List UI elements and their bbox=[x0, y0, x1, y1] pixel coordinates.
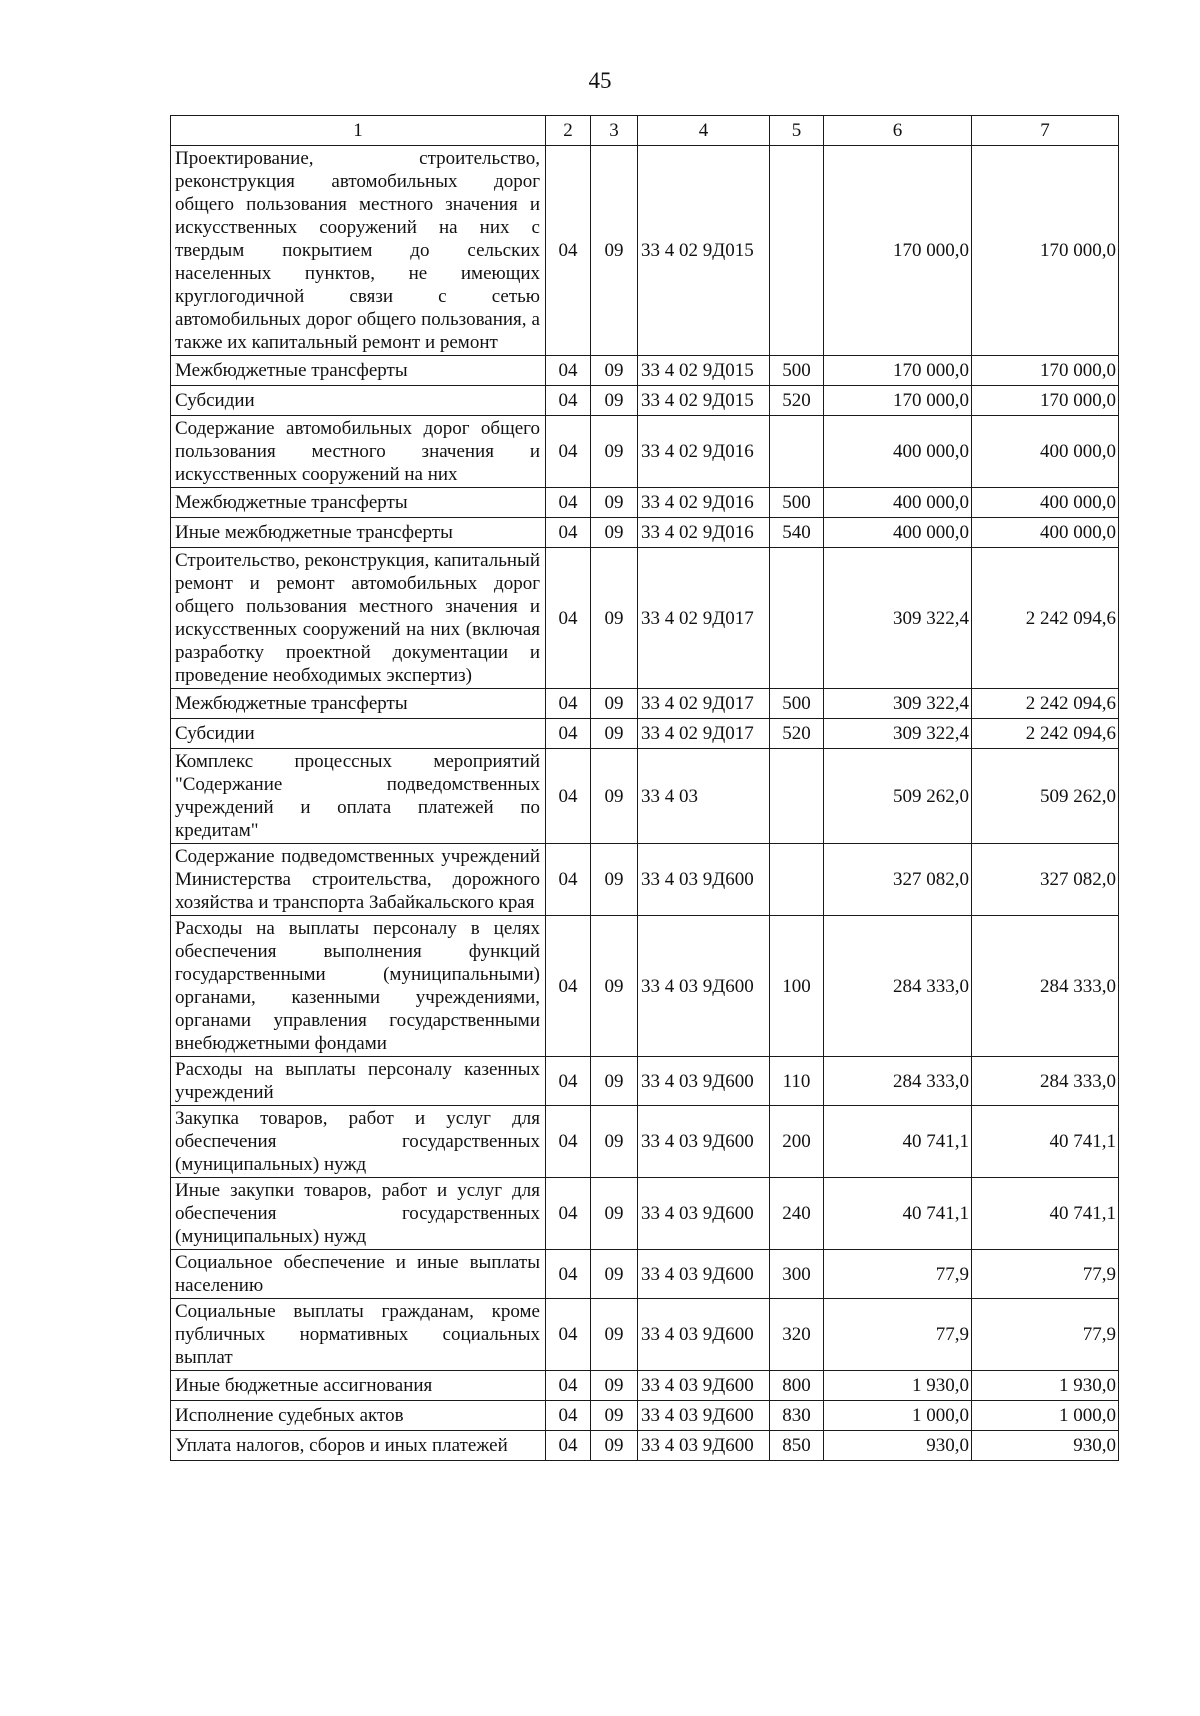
target-article-cell: 33 4 03 9Д600 bbox=[638, 1431, 770, 1461]
amount-col6-cell: 400 000,0 bbox=[824, 416, 972, 488]
section-code-cell: 04 bbox=[546, 1401, 591, 1431]
section-code-cell: 04 bbox=[546, 719, 591, 749]
amount-col7-cell: 170 000,0 bbox=[972, 386, 1119, 416]
target-article-cell: 33 4 03 9Д600 bbox=[638, 1371, 770, 1401]
amount-col7-cell: 400 000,0 bbox=[972, 518, 1119, 548]
amount-col7-cell: 1 000,0 bbox=[972, 1401, 1119, 1431]
item-name-cell: Межбюджетные трансферты bbox=[171, 356, 546, 386]
amount-col6-cell: 170 000,0 bbox=[824, 386, 972, 416]
table-row bbox=[171, 416, 1119, 488]
table-row bbox=[171, 1431, 1119, 1461]
table-header-row bbox=[171, 116, 1119, 146]
subsection-code-cell: 09 bbox=[591, 1178, 638, 1250]
table-row bbox=[171, 1106, 1119, 1178]
target-article-cell: 33 4 03 9Д600 bbox=[638, 1299, 770, 1371]
expense-type-cell: 800 bbox=[770, 1371, 824, 1401]
item-name-cell: Межбюджетные трансферты bbox=[171, 488, 546, 518]
subsection-code-cell: 09 bbox=[591, 749, 638, 844]
expense-type-cell: 520 bbox=[770, 719, 824, 749]
target-article-cell: 33 4 03 bbox=[638, 749, 770, 844]
amount-col7-cell: 2 242 094,6 bbox=[972, 548, 1119, 689]
expense-type-cell: 100 bbox=[770, 916, 824, 1057]
item-name-cell: Субсидии bbox=[171, 719, 546, 749]
amount-col6-cell: 40 741,1 bbox=[824, 1178, 972, 1250]
table-row bbox=[171, 386, 1119, 416]
amount-col6-cell: 40 741,1 bbox=[824, 1106, 972, 1178]
subsection-code-cell: 09 bbox=[591, 1371, 638, 1401]
section-code-cell: 04 bbox=[546, 844, 591, 916]
section-code-cell: 04 bbox=[546, 518, 591, 548]
expense-type-cell: 830 bbox=[770, 1401, 824, 1431]
table-row bbox=[171, 146, 1119, 356]
amount-col6-cell: 170 000,0 bbox=[824, 356, 972, 386]
expense-type-cell: 850 bbox=[770, 1431, 824, 1461]
expense-type-cell: 500 bbox=[770, 488, 824, 518]
target-article-cell: 33 4 02 9Д017 bbox=[638, 548, 770, 689]
expense-type-cell: 240 bbox=[770, 1178, 824, 1250]
header-cell-7: 7 bbox=[972, 116, 1119, 146]
section-code-cell: 04 bbox=[546, 1106, 591, 1178]
subsection-code-cell: 09 bbox=[591, 1250, 638, 1299]
expense-type-cell: 500 bbox=[770, 689, 824, 719]
amount-col6-cell: 77,9 bbox=[824, 1299, 972, 1371]
subsection-code-cell: 09 bbox=[591, 916, 638, 1057]
table-row bbox=[171, 518, 1119, 548]
amount-col6-cell: 327 082,0 bbox=[824, 844, 972, 916]
item-name-cell: Социальное обеспечение и иные выплаты населению bbox=[171, 1250, 546, 1299]
header-cell-2: 2 bbox=[546, 116, 591, 146]
section-code-cell: 04 bbox=[546, 548, 591, 689]
section-code-cell: 04 bbox=[546, 488, 591, 518]
table-row bbox=[171, 1371, 1119, 1401]
table-row bbox=[171, 1299, 1119, 1371]
section-code-cell: 04 bbox=[546, 386, 591, 416]
target-article-cell: 33 4 02 9Д016 bbox=[638, 488, 770, 518]
expense-type-cell: 300 bbox=[770, 1250, 824, 1299]
amount-col6-cell: 77,9 bbox=[824, 1250, 972, 1299]
item-name-cell: Комплекс процессных мероприятий "Содержание подведомственных учреждений и оплата платежей по кредитам" bbox=[171, 749, 546, 844]
target-article-cell: 33 4 02 9Д017 bbox=[638, 689, 770, 719]
amount-col7-cell: 170 000,0 bbox=[972, 146, 1119, 356]
item-name-cell: Закупка товаров, работ и услуг для обеспечения государственных (муниципальных) нужд bbox=[171, 1106, 546, 1178]
table-row bbox=[171, 719, 1119, 749]
table-row bbox=[171, 1178, 1119, 1250]
amount-col7-cell: 2 242 094,6 bbox=[972, 719, 1119, 749]
section-code-cell: 04 bbox=[546, 689, 591, 719]
section-code-cell: 04 bbox=[546, 416, 591, 488]
table-row bbox=[171, 548, 1119, 689]
amount-col6-cell: 1 930,0 bbox=[824, 1371, 972, 1401]
subsection-code-cell: 09 bbox=[591, 1431, 638, 1461]
expense-type-cell: 540 bbox=[770, 518, 824, 548]
target-article-cell: 33 4 03 9Д600 bbox=[638, 916, 770, 1057]
target-article-cell: 33 4 02 9Д016 bbox=[638, 518, 770, 548]
table-row bbox=[171, 844, 1119, 916]
item-name-cell: Иные бюджетные ассигнования bbox=[171, 1371, 546, 1401]
expense-type-cell bbox=[770, 844, 824, 916]
subsection-code-cell: 09 bbox=[591, 1401, 638, 1431]
subsection-code-cell: 09 bbox=[591, 1057, 638, 1106]
subsection-code-cell: 09 bbox=[591, 548, 638, 689]
item-name-cell: Субсидии bbox=[171, 386, 546, 416]
amount-col6-cell: 170 000,0 bbox=[824, 146, 972, 356]
amount-col7-cell: 77,9 bbox=[972, 1299, 1119, 1371]
amount-col6-cell: 284 333,0 bbox=[824, 1057, 972, 1106]
section-code-cell: 04 bbox=[546, 749, 591, 844]
target-article-cell: 33 4 03 9Д600 bbox=[638, 1401, 770, 1431]
subsection-code-cell: 09 bbox=[591, 719, 638, 749]
target-article-cell: 33 4 03 9Д600 bbox=[638, 844, 770, 916]
item-name-cell: Проектирование, строительство, реконструкция автомобильных дорог общего пользования местного значения и искусственных сооружений на них с твердым покрытием до сельских населенных пунктов, не имеющих круглогодичной связи с сетью автомобильных дорог общего пользования, а также их капитальный ремонт и ремонт bbox=[171, 146, 546, 356]
item-name-cell: Расходы на выплаты персоналу в целях обеспечения выполнения функций государственными (муниципальными) органами, казенными учреждениями, органами управления государственными внебюджетными фондами bbox=[171, 916, 546, 1057]
table-row bbox=[171, 916, 1119, 1057]
target-article-cell: 33 4 02 9Д015 bbox=[638, 386, 770, 416]
amount-col6-cell: 400 000,0 bbox=[824, 518, 972, 548]
target-article-cell: 33 4 03 9Д600 bbox=[638, 1250, 770, 1299]
section-code-cell: 04 bbox=[546, 1178, 591, 1250]
item-name-cell: Уплата налогов, сборов и иных платежей bbox=[171, 1431, 546, 1461]
target-article-cell: 33 4 03 9Д600 bbox=[638, 1057, 770, 1106]
amount-col6-cell: 309 322,4 bbox=[824, 548, 972, 689]
subsection-code-cell: 09 bbox=[591, 416, 638, 488]
amount-col6-cell: 1 000,0 bbox=[824, 1401, 972, 1431]
expense-type-cell bbox=[770, 146, 824, 356]
amount-col7-cell: 2 242 094,6 bbox=[972, 689, 1119, 719]
item-name-cell: Иные закупки товаров, работ и услуг для обеспечения государственных (муниципальных) нужд bbox=[171, 1178, 546, 1250]
section-code-cell: 04 bbox=[546, 1250, 591, 1299]
amount-col7-cell: 170 000,0 bbox=[972, 356, 1119, 386]
amount-col7-cell: 77,9 bbox=[972, 1250, 1119, 1299]
expense-type-cell: 200 bbox=[770, 1106, 824, 1178]
amount-col6-cell: 284 333,0 bbox=[824, 916, 972, 1057]
expense-type-cell bbox=[770, 416, 824, 488]
amount-col7-cell: 930,0 bbox=[972, 1431, 1119, 1461]
section-code-cell: 04 bbox=[546, 146, 591, 356]
item-name-cell: Исполнение судебных актов bbox=[171, 1401, 546, 1431]
amount-col6-cell: 309 322,4 bbox=[824, 689, 972, 719]
expense-type-cell: 500 bbox=[770, 356, 824, 386]
header-cell-4: 4 bbox=[638, 116, 770, 146]
table-row bbox=[171, 1057, 1119, 1106]
subsection-code-cell: 09 bbox=[591, 844, 638, 916]
section-code-cell: 04 bbox=[546, 1371, 591, 1401]
expense-type-cell: 110 bbox=[770, 1057, 824, 1106]
amount-col7-cell: 400 000,0 bbox=[972, 488, 1119, 518]
amount-col7-cell: 400 000,0 bbox=[972, 416, 1119, 488]
item-name-cell: Расходы на выплаты персоналу казенных учреждений bbox=[171, 1057, 546, 1106]
amount-col7-cell: 284 333,0 bbox=[972, 1057, 1119, 1106]
section-code-cell: 04 bbox=[546, 356, 591, 386]
amount-col6-cell: 309 322,4 bbox=[824, 719, 972, 749]
target-article-cell: 33 4 02 9Д016 bbox=[638, 416, 770, 488]
header-cell-6: 6 bbox=[824, 116, 972, 146]
table-row bbox=[171, 749, 1119, 844]
amount-col7-cell: 40 741,1 bbox=[972, 1106, 1119, 1178]
subsection-code-cell: 09 bbox=[591, 386, 638, 416]
target-article-cell: 33 4 03 9Д600 bbox=[638, 1106, 770, 1178]
table-row bbox=[171, 1401, 1119, 1431]
item-name-cell: Социальные выплаты гражданам, кроме публичных нормативных социальных выплат bbox=[171, 1299, 546, 1371]
subsection-code-cell: 09 bbox=[591, 518, 638, 548]
target-article-cell: 33 4 02 9Д015 bbox=[638, 146, 770, 356]
table-row bbox=[171, 689, 1119, 719]
expense-type-cell: 320 bbox=[770, 1299, 824, 1371]
amount-col6-cell: 930,0 bbox=[824, 1431, 972, 1461]
target-article-cell: 33 4 02 9Д017 bbox=[638, 719, 770, 749]
table-body bbox=[171, 116, 1119, 1461]
section-code-cell: 04 bbox=[546, 1431, 591, 1461]
item-name-cell: Содержание подведомственных учреждений Министерства строительства, дорожного хозяйства и транспорта Забайкальского края bbox=[171, 844, 546, 916]
amount-col7-cell: 1 930,0 bbox=[972, 1371, 1119, 1401]
subsection-code-cell: 09 bbox=[591, 1299, 638, 1371]
item-name-cell: Содержание автомобильных дорог общего пользования местного значения и искусственных сооружений на них bbox=[171, 416, 546, 488]
item-name-cell: Иные межбюджетные трансферты bbox=[171, 518, 546, 548]
amount-col7-cell: 284 333,0 bbox=[972, 916, 1119, 1057]
header-cell-3: 3 bbox=[591, 116, 638, 146]
expense-type-cell bbox=[770, 749, 824, 844]
expense-type-cell bbox=[770, 548, 824, 689]
page-number: 45 bbox=[588, 68, 612, 93]
section-code-cell: 04 bbox=[546, 1299, 591, 1371]
budget-table bbox=[170, 115, 1119, 1461]
amount-col7-cell: 327 082,0 bbox=[972, 844, 1119, 916]
subsection-code-cell: 09 bbox=[591, 488, 638, 518]
table-row bbox=[171, 356, 1119, 386]
section-code-cell: 04 bbox=[546, 1057, 591, 1106]
amount-col6-cell: 509 262,0 bbox=[824, 749, 972, 844]
target-article-cell: 33 4 03 9Д600 bbox=[638, 1178, 770, 1250]
header-cell-5: 5 bbox=[770, 116, 824, 146]
table-row bbox=[171, 1250, 1119, 1299]
target-article-cell: 33 4 02 9Д015 bbox=[638, 356, 770, 386]
amount-col6-cell: 400 000,0 bbox=[824, 488, 972, 518]
amount-col7-cell: 40 741,1 bbox=[972, 1178, 1119, 1250]
expense-type-cell: 520 bbox=[770, 386, 824, 416]
item-name-cell: Строительство, реконструкция, капитальный ремонт и ремонт автомобильных дорог общего пользования местного значения и искусственных сооружений на них (включая разработку проектной документации и проведение необходимых экспертиз) bbox=[171, 548, 546, 689]
subsection-code-cell: 09 bbox=[591, 689, 638, 719]
subsection-code-cell: 09 bbox=[591, 356, 638, 386]
subsection-code-cell: 09 bbox=[591, 146, 638, 356]
section-code-cell: 04 bbox=[546, 916, 591, 1057]
amount-col7-cell: 509 262,0 bbox=[972, 749, 1119, 844]
table-row bbox=[171, 488, 1119, 518]
header-cell-1: 1 bbox=[171, 116, 546, 146]
item-name-cell: Межбюджетные трансферты bbox=[171, 689, 546, 719]
subsection-code-cell: 09 bbox=[591, 1106, 638, 1178]
